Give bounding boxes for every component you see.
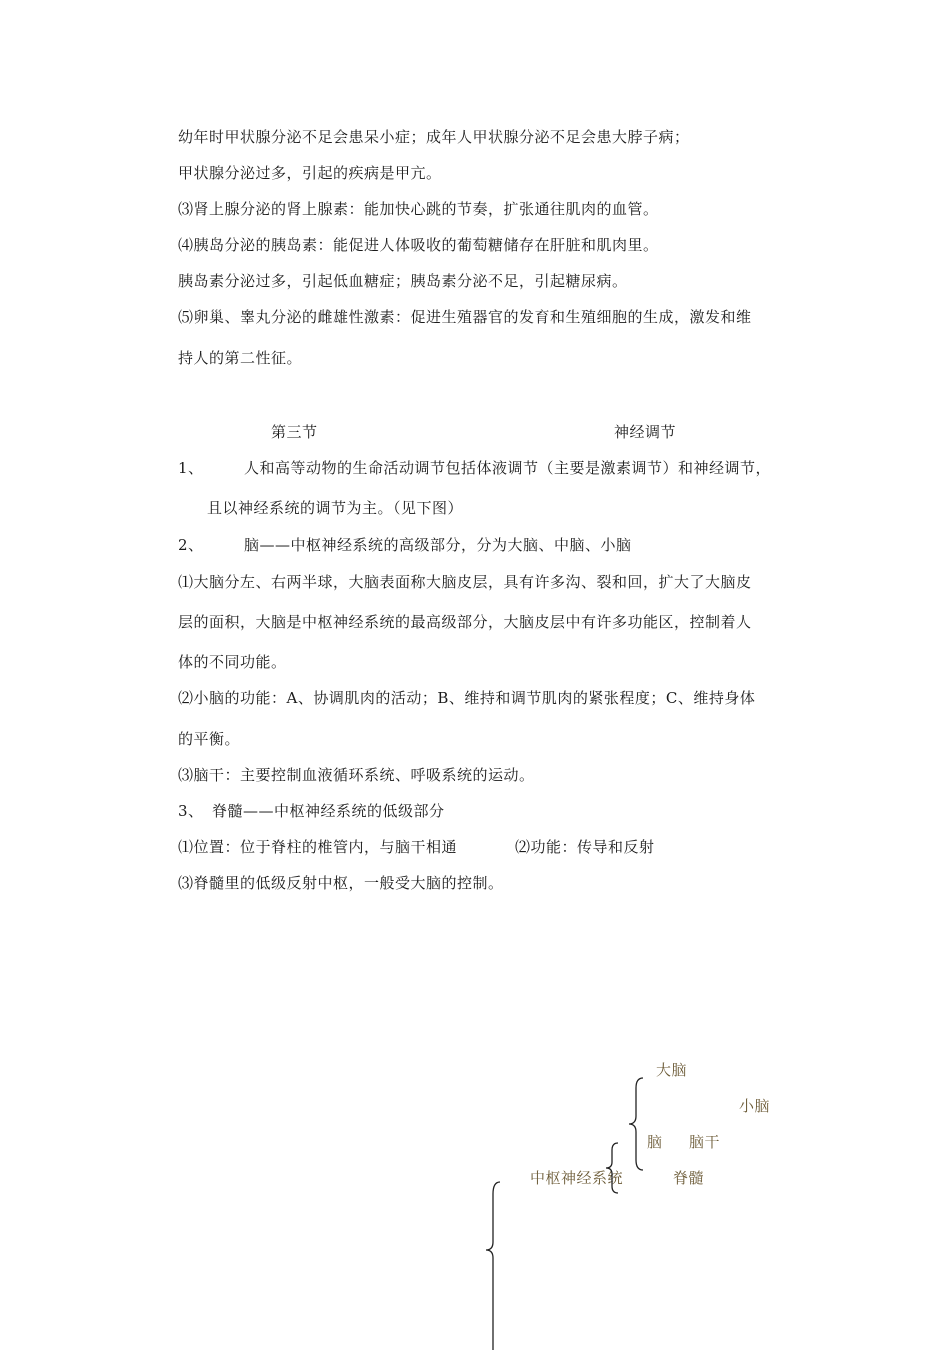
paragraph-sex-hormones-cont: 持人的第二性征。 (178, 349, 303, 367)
diagram-brainstem: 脑干 (689, 1133, 721, 1151)
paragraph-insulin-disorders: 胰岛素分泌过多，引起低血糖症；胰岛素分泌不足，引起糖尿病。 (178, 272, 628, 290)
item-1-text-cont: 且以神经系统的调节为主。（见下图） (207, 499, 464, 517)
item-2-cerebrum-c: 体的不同功能。 (178, 653, 287, 671)
paragraph-insulin: ⑷胰岛分泌的胰岛素：能促进人体吸收的葡萄糖储存在肝脏和肌肉里。 (178, 236, 659, 254)
diagram-brain: 脑 (647, 1133, 663, 1151)
paragraph-hypothyroid-child: 幼年时甲状腺分泌不足会患呆小症；成年人甲状腺分泌不足会患大脖子病； (178, 128, 690, 146)
item-3-position: ⑴位置：位于脊柱的椎管内，与脑干相通 (178, 838, 458, 856)
brace-nervous-system (482, 1180, 504, 1350)
paragraph-sex-hormones: ⑸卵巢、睾丸分泌的雌雄性激素：促进生殖器官的发育和生殖细胞的生成，激发和维 (178, 308, 752, 326)
diagram-cerebellum: 小脑 (739, 1097, 771, 1115)
section-title: 神经调节 (614, 423, 677, 441)
item-3-reflex-center: ⑶脊髓里的低级反射中枢，一般受大脑的控制。 (178, 874, 504, 892)
diagram-spinal-cord: 脊髓 (673, 1169, 705, 1187)
item-2-cerebellum-b: 的平衡。 (178, 730, 241, 748)
diagram-cerebrum: 大脑 (656, 1061, 688, 1079)
item-2-cerebellum-a: ⑵小脑的功能：A、协调肌肉的活动；B、维持和调节肌肉的紧张程度；C、维持身体 (178, 689, 756, 707)
item-3-number: 3、 (178, 802, 204, 820)
item-2-cerebrum-b: 层的面积，大脑是中枢神经系统的最高级部分，大脑皮层中有许多功能区，控制着人 (178, 613, 752, 631)
item-3-text: 脊髓——中枢神经系统的低级部分 (212, 802, 445, 820)
diagram-central-nervous-system: 中枢神经系统 (530, 1169, 624, 1187)
item-2-brainstem: ⑶脑干：主要控制血液循环系统、呼吸系统的运动。 (178, 766, 535, 784)
paragraph-adrenaline: ⑶肾上腺分泌的肾上腺素：能加快心跳的节奏，扩张通往肌肉的血管。 (178, 200, 659, 218)
section-number: 第三节 (271, 423, 318, 441)
item-2-number: 2、 (178, 536, 204, 554)
paragraph-hyperthyroid: 甲状腺分泌过多，引起的疾病是甲亢。 (178, 164, 442, 182)
brace-central (602, 1141, 622, 1195)
item-1-number: 1、 (178, 459, 204, 477)
item-3-function: ⑵功能：传导和反射 (515, 838, 655, 856)
item-2-text: 脑——中枢神经系统的高级部分，分为大脑、中脑、小脑 (244, 536, 632, 554)
item-1-text: 人和高等动物的生命活动调节包括体液调节（主要是激素调节）和神经调节， (244, 459, 772, 477)
brace-brain (625, 1076, 645, 1172)
item-2-cerebrum-a: ⑴大脑分左、右两半球，大脑表面称大脑皮层，具有许多沟、裂和回，扩大了大脑皮 (178, 573, 752, 591)
